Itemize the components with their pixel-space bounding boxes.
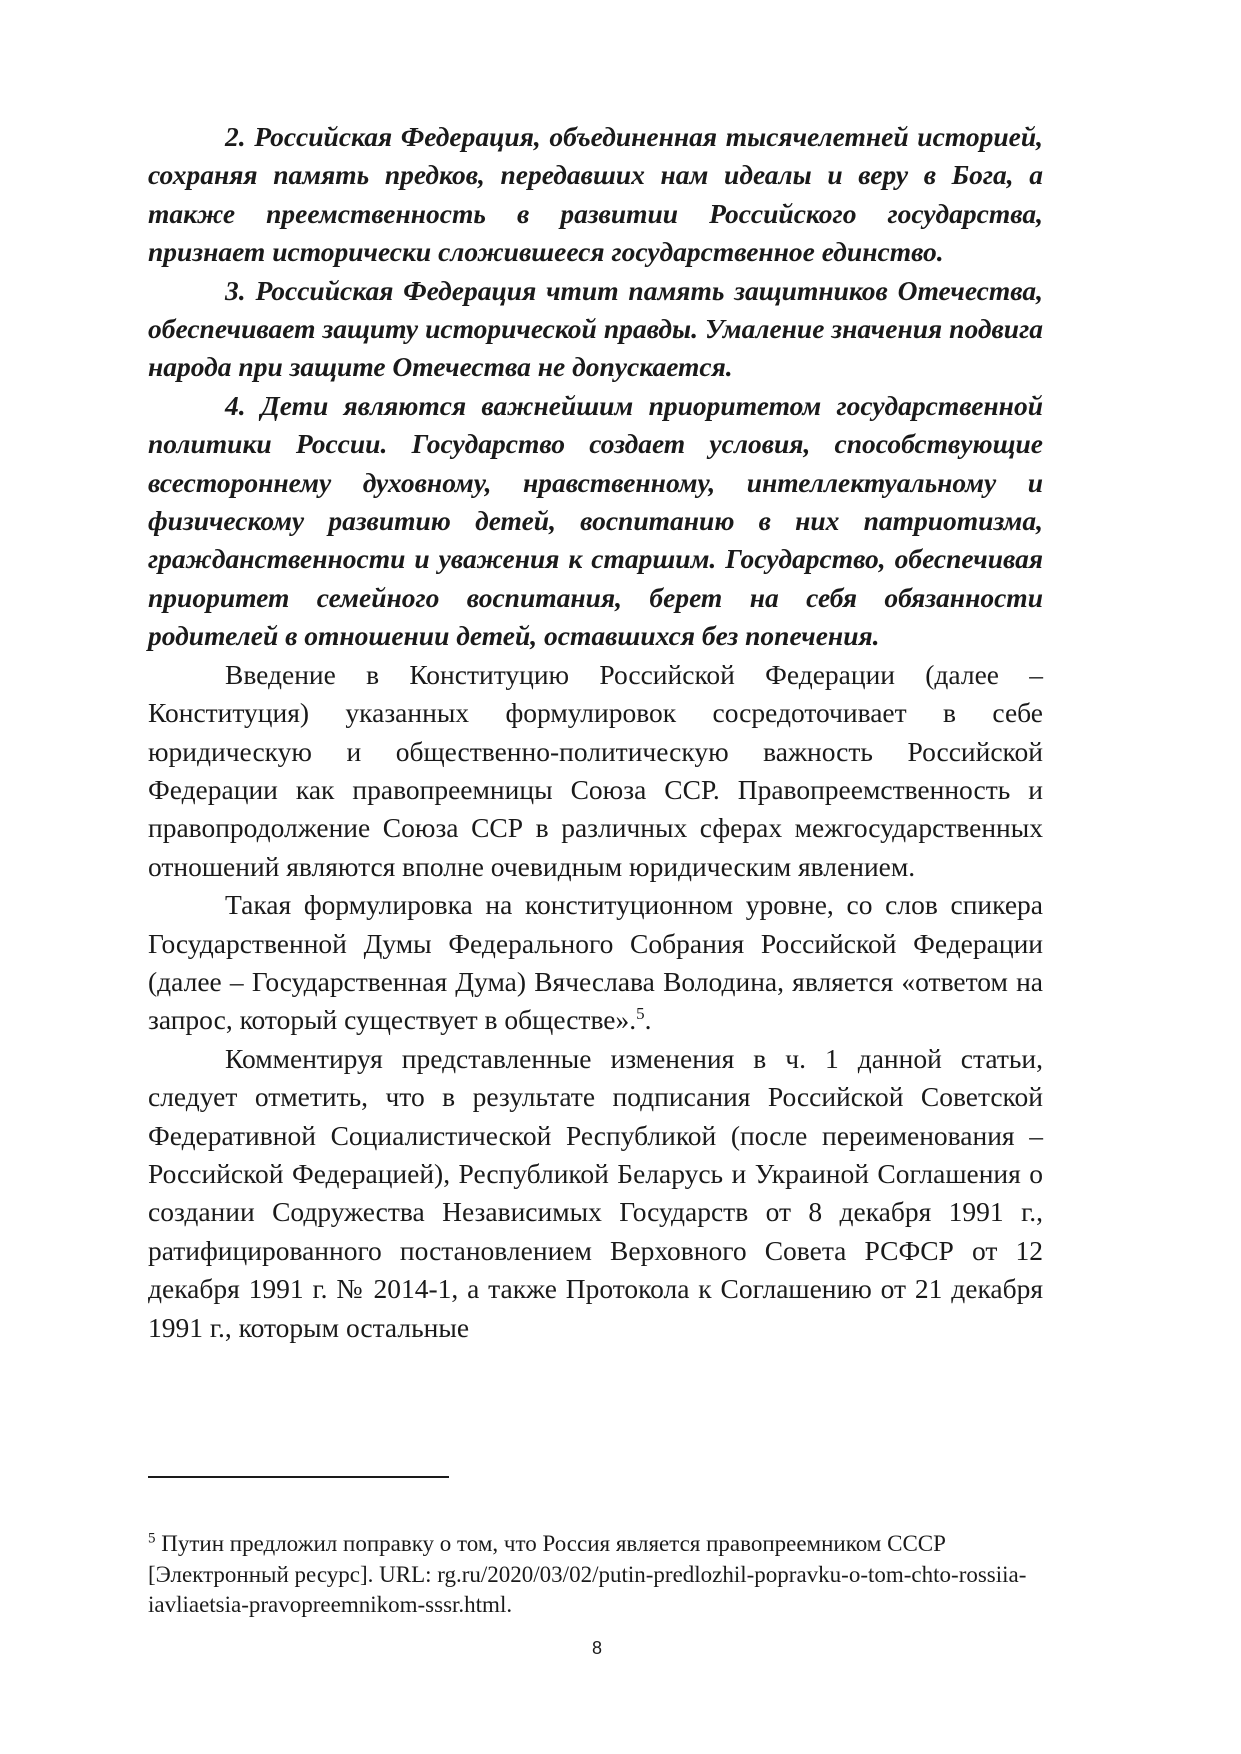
footnote-marker: 5 bbox=[148, 1530, 156, 1547]
article-paragraph-4: 4. Дети являются важнейшим приоритетом государственной политики России. Государство создает условия, способствующие всестороннему духовному, нравственному, интеллектуальному и физическому развитию детей, воспитанию в них патриотизма, гражданственности и уважения к старшим. Государство, обеспечивая приоритет семейного воспитания, берет на себя обязанности родителей в отношении детей, оставшихся без попечения. bbox=[148, 389, 1043, 652]
footnote-text: Путин предложил поправку о том, что Россия является правопреемником СССР [Электронный ресурс]. URL: rg.ru/2020/03/02/putin-predlozhil-popravku-o-tom-chto-rossiia-iavliaetsia-pravopreemnikom-sssr.html. bbox=[148, 1531, 1027, 1617]
footnote-reference[interactable]: 5 bbox=[636, 1004, 645, 1024]
page-number: 8 bbox=[591, 1638, 602, 1658]
footnote-separator bbox=[148, 1476, 449, 1478]
commentary-paragraph-2-text: Такая формулировка на конституционном уровне, со слов спикера Государственной Думы Федерального Собрания Российской Федерации (далее – Государственная Дума) Вячеслава Володина, является «ответом на запрос, который существует в обществе». bbox=[148, 889, 1043, 1036]
article-paragraph-3: 3. Российская Федерация чтит память защитников Отечества, обеспечивает защиту исторической правды. Умаление значения подвига народа при защите Отечества не допускается. bbox=[148, 274, 1043, 383]
commentary-paragraph-3: Комментируя представленные изменения в ч. 1 данной статьи, следует отметить, что в результате подписания Российской Советской Федеративной Социалистической Республикой (после переименования – Российской Федерацией), Республикой Беларусь и Украиной Соглашения о создании Содружества Независимых Государств от 8 декабря 1991 г., ратифицированного постановлением Верховного Совета РСФСР от 12 декабря 1991 г. № 2014-1, а также Протокола к Соглашению от 21 декабря 1991 г., которым остальные bbox=[148, 1042, 1043, 1343]
document-body bbox=[148, 118, 1043, 1347]
commentary-paragraph-2: Такая формулировка на конституционном уровне, со слов спикера Государственной Думы Федерального Собрания Российской Федерации (далее – Государственная Дума) Вячеслава Володина, является «ответом на запрос, который существует в обществе».$^5$. bbox=[148, 889, 1043, 1036]
commentary-paragraph-1: Введение в Конституцию Российской Федерации (далее – Конституция) указанных формулировок сосредоточивает в себе юридическую и общественно-политическую важность Российской Федерации как правопреемницы Союза ССР. Правопреемственность и правопродолжение Союза ССР в различных сферах межгосударственных отношений являются вполне очевидным юридическим явлением. bbox=[148, 658, 1043, 882]
footnote bbox=[148, 1529, 1043, 1621]
article-paragraph-2: 2. Российская Федерация, объединенная тысячелетней историей, сохраняя память предков, передавших нам идеалы и веру в Бога, а также преемственность в развитии Российского государства, признает исторически сложившееся государственное единство. bbox=[148, 121, 1043, 268]
